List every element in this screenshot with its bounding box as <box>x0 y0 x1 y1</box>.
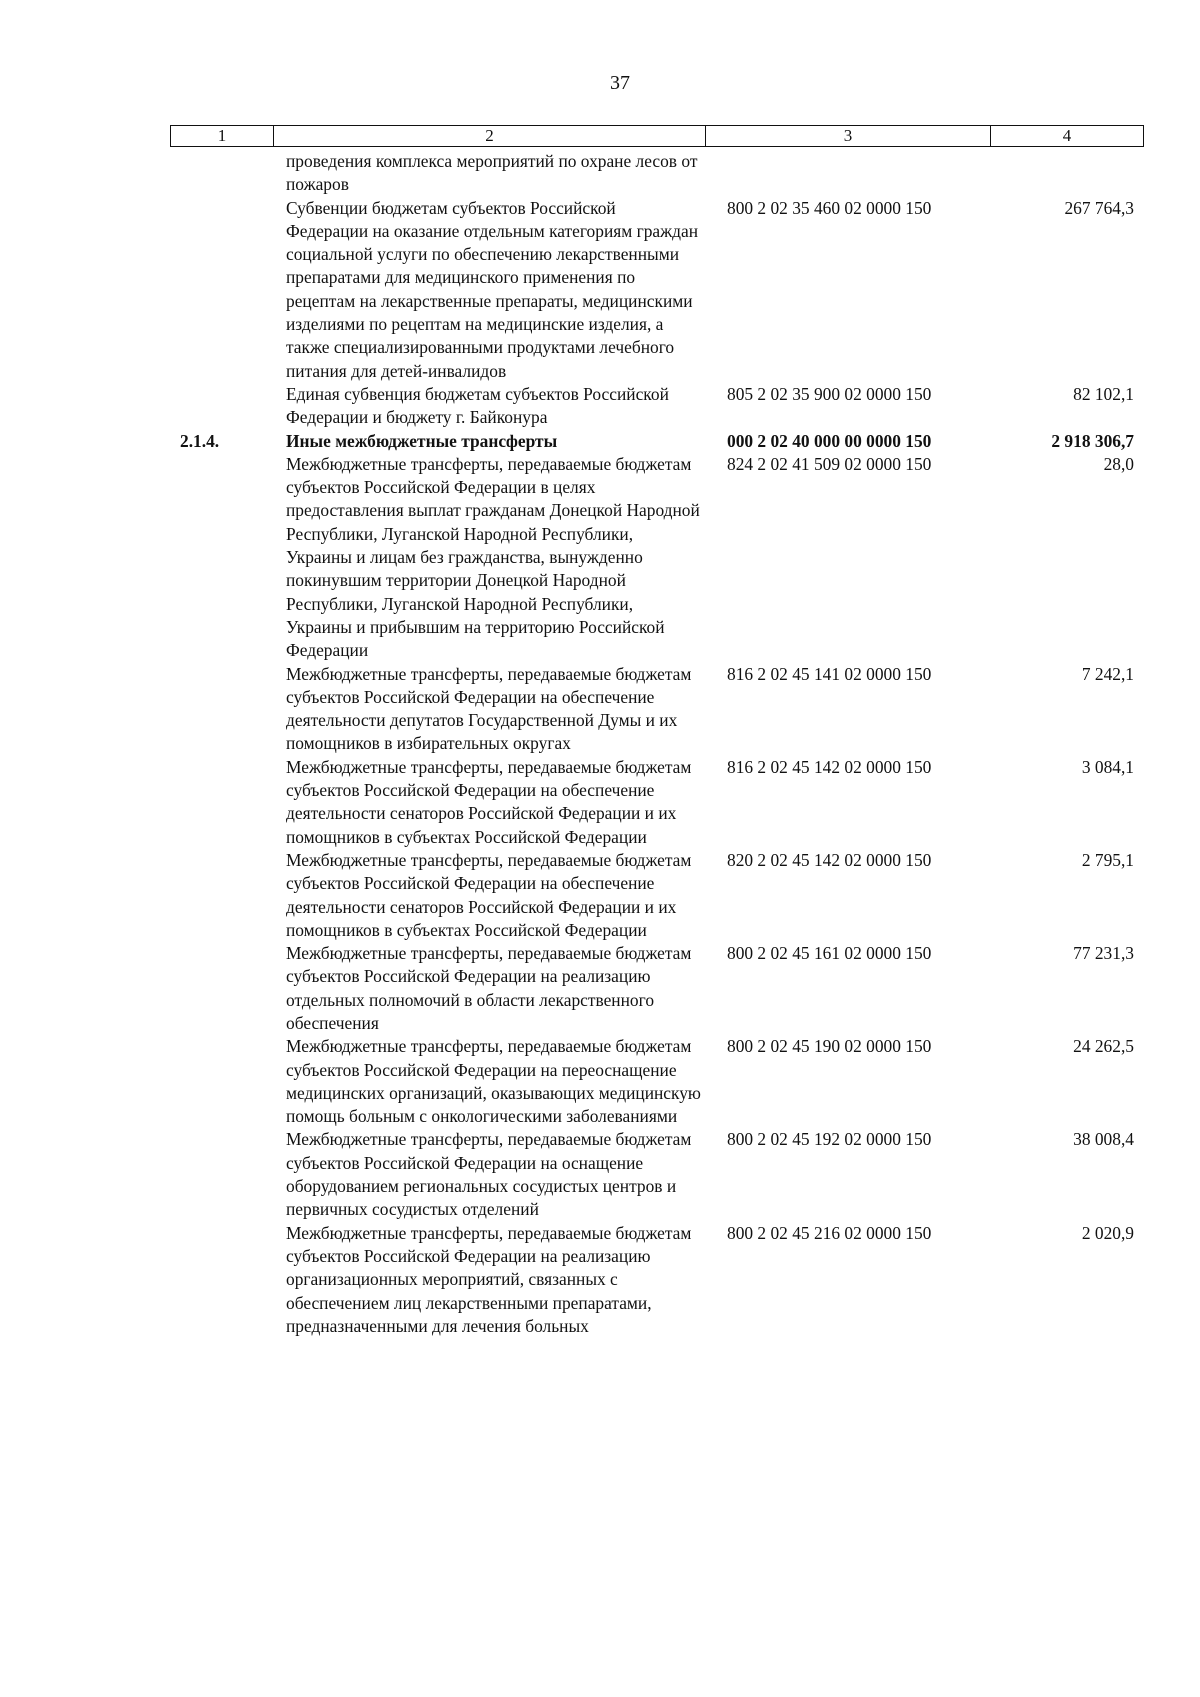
row-name: Межбюджетные трансферты, передаваемые бюджетам субъектов Российской Федерации на переоснащение медицинских организаций, оказывающих медицинскую помощь больным с онкологическими заболеваниями <box>286 1036 701 1127</box>
row-code: 800 2 02 35 460 02 0000 150 <box>727 197 932 218</box>
table-row <box>170 942 1144 1035</box>
page-number: 37 <box>610 72 630 94</box>
row-amount: 82 102,1 <box>1073 383 1134 404</box>
row-name: Межбюджетные трансферты, передаваемые бюджетам субъектов Российской Федерации на обеспечение деятельности сенаторов Российской Федерации и их помощников в субъектах Российской Федерации <box>286 756 692 847</box>
row-name: Субвенции бюджетам субъектов Российской Федерации на оказание отдельным категориям граждан социальной услуги по обеспечению лекарственными препаратами для медицинского применения по рецептам на лекарственные препараты, медицинскими изделиями по рецептам на медицинские изделия, а также специализированными продуктами лечебного питания для детей-инвалидов <box>286 197 699 381</box>
row-amount: 28,0 <box>1103 453 1134 474</box>
row-name: Межбюджетные трансферты, передаваемые бюджетам субъектов Российской Федерации на реализацию организационных мероприятий, связанных с обеспечением лиц лекарственными препаратами, предназначенными для лечения больных <box>286 1222 692 1336</box>
table-body <box>170 150 1144 1338</box>
row-amount: 24 262,5 <box>1073 1036 1134 1057</box>
row-number <box>170 150 273 197</box>
table-row <box>170 453 1144 663</box>
table-row <box>170 663 1144 756</box>
row-number <box>170 1128 273 1221</box>
row-amount: 3 084,1 <box>1081 756 1134 777</box>
table-header <box>170 125 1144 147</box>
table-row <box>170 849 1144 942</box>
row-number <box>170 663 273 756</box>
row-number <box>170 453 273 663</box>
row-amount: 2 020,9 <box>1081 1222 1134 1243</box>
row-code: 800 2 02 45 190 02 0000 150 <box>727 1036 932 1057</box>
table-row <box>170 383 1144 430</box>
row-name: Межбюджетные трансферты, передаваемые бюджетам субъектов Российской Федерации в целях предоставления выплат гражданам Донецкой Народной Республики, Луганской Народной Республики, Украины и лицам без гражданства, вынужденно покинувшим территории Донецкой Народной Республики, Луганской Народной Республики, Украины и прибывшим на территорию Российской Федерации <box>286 453 700 661</box>
column-header-4: 4 <box>1062 126 1072 145</box>
section-code: 000 2 02 40 000 00 0000 150 <box>727 430 932 451</box>
row-number <box>170 849 273 942</box>
table-row <box>170 1035 1144 1128</box>
table-row <box>170 197 1144 383</box>
row-amount: 2 795,1 <box>1081 849 1134 870</box>
row-amount: 7 242,1 <box>1081 663 1134 684</box>
section-number: 2.1.4. <box>180 430 220 451</box>
table-row <box>170 756 1144 849</box>
row-number <box>170 197 273 383</box>
section-row <box>170 430 1144 453</box>
row-number <box>170 1222 273 1338</box>
row-number <box>170 756 273 849</box>
row-name: Межбюджетные трансферты, передаваемые бюджетам субъектов Российской Федерации на реализацию отдельных полномочий в области лекарственного обеспечения <box>286 943 692 1033</box>
row-code: 800 2 02 45 192 02 0000 150 <box>727 1129 932 1150</box>
row-number <box>170 1035 273 1128</box>
column-header-3: 3 <box>706 126 991 146</box>
section-amount: 2 918 306,7 <box>1051 430 1134 451</box>
row-name: Межбюджетные трансферты, передаваемые бюджетам субъектов Российской Федерации на обеспечение деятельности сенаторов Российской Федерации и их помощников в субъектах Российской Федерации <box>286 849 692 940</box>
row-code: 816 2 02 45 141 02 0000 150 <box>727 663 932 684</box>
section-name: Иные межбюджетные трансферты <box>286 430 558 451</box>
table-row <box>170 150 1144 197</box>
row-code: 800 2 02 45 216 02 0000 150 <box>727 1222 932 1243</box>
row-amount: 38 008,4 <box>1073 1129 1134 1150</box>
column-header-1: 1 <box>171 126 274 146</box>
row-amount: 77 231,3 <box>1073 943 1134 964</box>
row-number <box>170 942 273 1035</box>
row-name: Межбюджетные трансферты, передаваемые бюджетам субъектов Российской Федерации на обеспечение деятельности депутатов Государственной Думы и их помощников в избирательных округах <box>286 663 692 754</box>
row-name: проведения комплекса мероприятий по охране лесов от пожаров <box>286 151 698 195</box>
table-row <box>170 1222 1144 1338</box>
table-row <box>170 1128 1144 1221</box>
row-code: 816 2 02 45 142 02 0000 150 <box>727 756 932 777</box>
row-amount <box>990 150 1144 197</box>
row-amount: 267 764,3 <box>1064 197 1134 218</box>
row-code <box>705 150 990 197</box>
column-header-2: 2 <box>274 126 706 146</box>
row-number <box>170 383 273 430</box>
row-name: Межбюджетные трансферты, передаваемые бюджетам субъектов Российской Федерации на оснащение оборудованием региональных сосудистых центров и первичных сосудистых отделений <box>286 1129 692 1220</box>
row-code: 805 2 02 35 900 02 0000 150 <box>727 383 932 404</box>
row-code: 824 2 02 41 509 02 0000 150 <box>727 453 932 474</box>
row-name: Единая субвенция бюджетам субъектов Российской Федерации и бюджету г. Байконура <box>286 383 669 428</box>
row-code: 800 2 02 45 161 02 0000 150 <box>727 943 932 964</box>
row-code: 820 2 02 45 142 02 0000 150 <box>727 849 932 870</box>
